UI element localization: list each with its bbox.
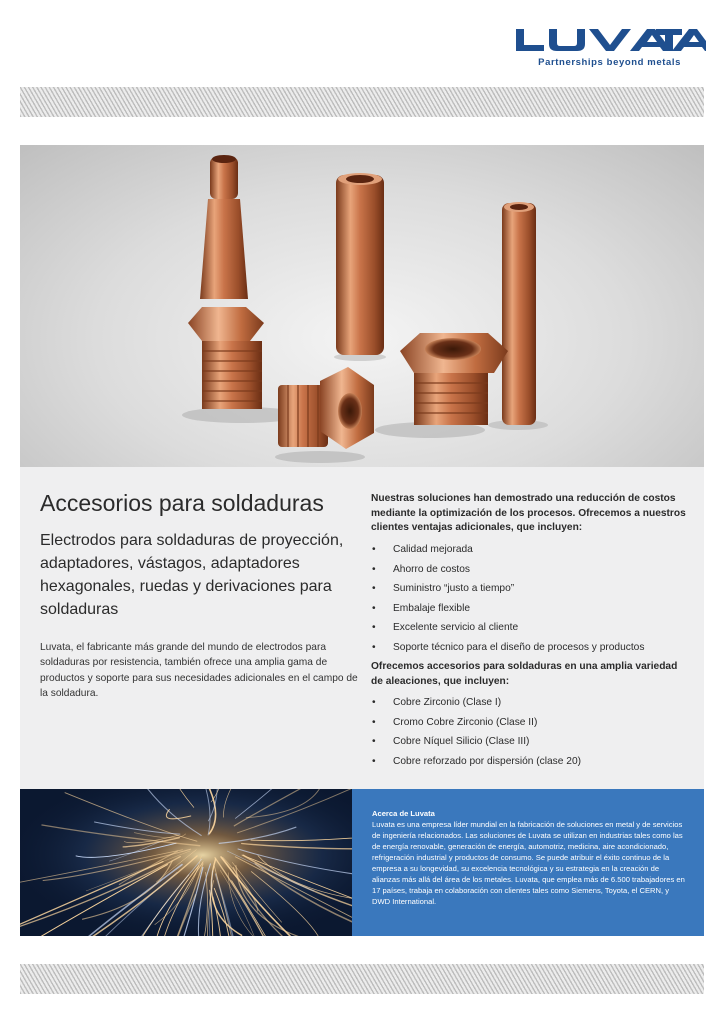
page-title: Accesorios para soldaduras	[40, 490, 324, 516]
alloys-list	[371, 693, 691, 771]
list-item: • Soporte técnico para el diseño de procesos y productos	[371, 638, 691, 658]
product-photo	[20, 145, 704, 467]
decorative-stripe-top	[20, 87, 704, 117]
benefits-lead: Nuestras soluciones han demostrado una reducción de costos mediante la optimización de los procesos. Ofrecemos a nuestros clientes ventajas adicionales, que incluyen:	[371, 493, 686, 533]
about-body: Luvata es una empresa líder mundial en la fabricación de soluciones en metal y de servicios de ingeniería relacionados. Las soluciones de Luvata se utilizan en industrias tales como las de energía renovable, generación de energía, automotriz, medicina, aire acondicionado, refrigeración industrial y productos de consumo. Se puede atribuir el éxito continuo de la empresa a su longevidad, su excelencia tecnológica y su estrategia en la creación de alianzas más allá del área de los metales. Luvata, que emplea más de 6.500 trabajadores en 17 países, trabaja en colaboración con clientes tales como Siemens, Toyota, el CERN, y DWD International.	[372, 820, 685, 906]
alloys-lead: Ofrecemos accesorios para soldaduras en una amplia variedad de aleaciones, que incluyen:	[371, 661, 678, 687]
copper-parts-illustration	[20, 145, 704, 467]
benefits-list	[371, 540, 691, 657]
list-item: • Excelente servicio al cliente	[371, 618, 691, 638]
list-item: • Ahorro de costos	[371, 560, 691, 580]
about-box	[352, 789, 704, 936]
about-title: Acerca de Luvata	[372, 809, 435, 818]
brand-tagline: Partnerships beyond metals	[538, 57, 681, 68]
list-item: • Suministro “justo a tiempo”	[371, 579, 691, 599]
luvata-logo-mark	[514, 26, 706, 54]
list-item: • Cobre Níquel Silicio (Clase III)	[371, 732, 691, 752]
list-item: • Cobre reforzado por dispersión (clase 20)	[371, 752, 691, 772]
list-item: • Cromo Cobre Zirconio (Clase II)	[371, 713, 691, 733]
decorative-stripe-bottom	[20, 964, 704, 994]
intro-paragraph: Luvata, el fabricante más grande del mundo de electrodos para soldaduras por resistencia, también ofrece una amplia gama de productos y soporte para sus necesidades adicionales en el campo de la soldadura.	[40, 642, 358, 699]
list-item: • Cobre Zirconio (Clase I)	[371, 693, 691, 713]
sparks-illustration	[20, 789, 352, 936]
list-item: • Calidad mejorada	[371, 540, 691, 560]
page-subtitle: Electrodos para soldaduras de proyección, adaptadores, vástagos, adaptadores hexagonales, ruedas y derivaciones para soldaduras	[40, 532, 344, 618]
list-item: • Embalaje flexible	[371, 599, 691, 619]
welding-sparks-photo	[20, 789, 352, 936]
